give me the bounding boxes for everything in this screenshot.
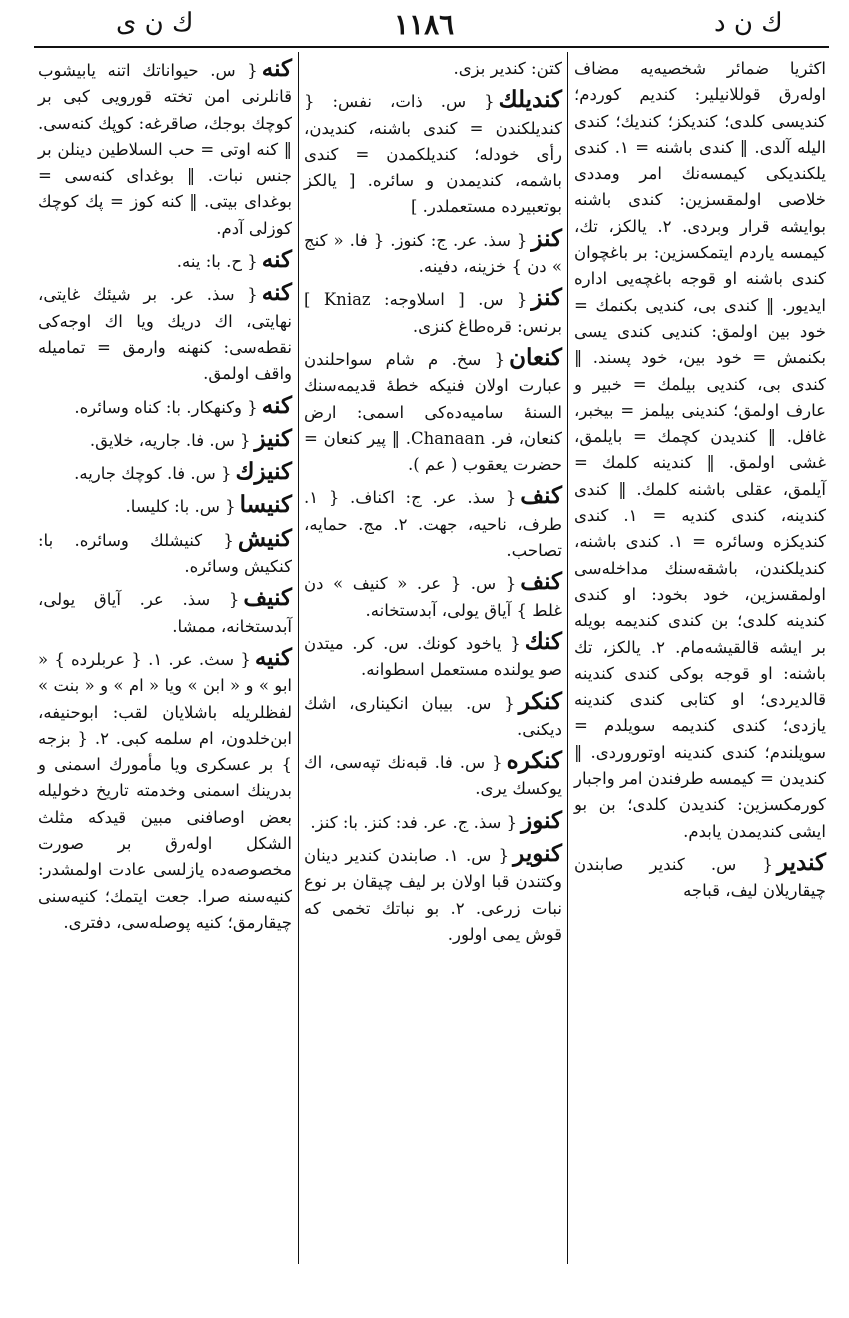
dictionary-entry [574, 850, 826, 905]
dictionary-entry [38, 247, 292, 275]
column-divider [567, 52, 568, 1264]
entry-definition: { س. با: كليسا. [125, 497, 236, 517]
entry-definition: { س. فا. جاريه، خلايق. [89, 430, 251, 450]
entry-headword: كنيف [243, 584, 292, 612]
entry-definition: كتن: كندير بزى. [453, 59, 562, 78]
entry-definition: { كنيشلك وسائره. با: كنكيش وسائره. [38, 530, 292, 577]
dictionary-entry [304, 56, 562, 82]
entry-headword: كنيزك [235, 458, 292, 486]
dictionary-entry [304, 569, 562, 624]
entry-definition: { ياخود كونك. س. كر. ميتدن صو يولنده مستعمل اسطوانه. [304, 633, 562, 680]
entry-definition: { س. بيبان انكينارى، اشك ديكنى. [304, 693, 562, 739]
dictionary-column-middle [304, 56, 562, 953]
entry-definition: { س. ذات، نفس: { كنديلكندن = كندى باشنه، كنديدن، رأى خودله؛ كنديلكمدن = كندى باشمه، كنديمدن و سائره. [ يالكز بوتعبيرده مستعملدر. ] [304, 92, 562, 217]
entry-definition: { وكنهكار. با: كناه وسائره. [74, 397, 258, 417]
dictionary-entry [304, 748, 562, 803]
entry-definition: { سذ. عر. ج: اكناف. { ۱. طرف، ناحيه، جهت. ۲. مج. حمايه، تصاحب. [304, 488, 563, 561]
dictionary-entry [38, 393, 292, 421]
entry-headword: كنوز [521, 806, 562, 834]
entry-headword: كنديلك [498, 86, 562, 114]
entry-definition: { سذ. عر. آياق يولى، آبدستخانه، ممشا. [38, 590, 292, 636]
entry-headword: كندير [776, 848, 826, 876]
entry-headword: كنه [261, 246, 292, 274]
dictionary-entry [38, 459, 292, 487]
dictionary-entry [38, 426, 292, 454]
entry-definition: { ح. با: ينه. [176, 252, 258, 272]
dictionary-entry [304, 689, 562, 744]
entry-definition: { س. فا. كوچك جاريه. [74, 464, 232, 484]
entry-headword: كنز [531, 284, 562, 312]
header-rule [34, 46, 829, 48]
entry-definition: { سخ. م شام سواحلندن عبارت اولان فنيكه خطهٔ قديمه‌سنك السنهٔ ساميه‌ده‌كى اسمى: ارض كنعان، فر. Chanaan. ‖ پير كنعان = حضرت يعقوب ( عم ). [304, 349, 562, 475]
dictionary-entry [304, 87, 562, 220]
entry-definition: { سث. عر. ۱. { عربلرده } « ابو » و « ابن » ويا « ام » و « بنت » لفظلريله باشلايان لقب: ابوحنيفه، ابن‌خلدون، ام سلمه كبى. ۲. { بزجه } بر عسكرى ويا مأمورك اسمنى و بدرينك اسمنى وخدمته تاريخ دخوليله بعض اوصافنى مبين قيدكه مثلث الشكل اولەرق بر صورت مخصوصه‌ده يازلسى عادت اولمشدر: كنيه‌سنه صرا. جعت ايتمك؛ كنيه‌سنى چيقارمق؛ كنيه پوصله‌سى، دفترى. [38, 649, 292, 932]
entry-headword: كنيه [254, 643, 292, 671]
dictionary-entry [304, 808, 562, 836]
header-right-letters: ك ن د [714, 8, 783, 38]
entry-headword: كنيش [237, 524, 292, 552]
dictionary-entry [304, 285, 562, 340]
entry-definition: { س. حيواناتك اتنه يابيشوب قانلرنى امن تخته قورويى كبى بر كوچك بوجك، صاقرغه: كوپك كنه‌سى. ‖ كنه اوتى = حب السلاطين دينلن بر جنس نبات. ‖ بوغداى كنه‌سى = بوغداى بيتى. ‖ كنه كوز = پك كوچك كوزلى آدم. [38, 61, 292, 238]
entry-headword: كنز [531, 224, 562, 252]
dictionary-entry [574, 56, 826, 845]
entry-headword: كنف [520, 482, 562, 510]
entry-definition: اكثريا ضمائر شخصيه‌يه مضاف اولەرق قوللانيلير: كنديم كوردم؛ كنديسى كلدى؛ كنديكز؛ كنديك؛ كندى اليله آلدى. ‖ كندى باشنه = ۱. كندى يلكنديكى كيمسه‌نك امر ومددى خلاصى اولمقسزين: كندى باشنه بوايشه قرار وبردى. ۲. يالكز، تك، كيمسه ياردم ايتمكسزين: بر باغچوان كندى باشنه او قوجه باغچه‌يى اداره ايديور. ‖ كندى بى، كنديى بكنمك = خود بين اولمق: كنديى كندى يسى بكنمش = خود بين، خود پسند. ‖ كندى بى، كنديى بيلمك = خبير و عارف اولمق؛ كندينى بيلمز = بيخبر، غافل. ‖ كنديدن كچمك = بايلمق، غشى اولمق. ‖ كندينه كلمك = آيلمق، عقلى باشنه كلمك. ‖ كندى كندينه، كندى كنديه = ۱. كندى كنديكزه وسائره = ۱. كندى باشنه، كنديلكندن، باشقه‌سنك مداخله‌سى اولمقسزين، خود بخود: او كندى كندينه كلدى؛ بن كندى كنديمه بويله بر ايشه قالقيشه‌مام. ۲. يالكز، تك باشنه: او قوجه بوكى كندى كندينه قالديردى؛ او كتابى كندى كندينه يازدى؛ كندى كنديمه سويلدم = سويلندم؛ كندى كندينه اوتوروردى. ‖ كنديدن = كيمسه طرفندن امر واجبار كورمكسزين: كنديدن كلدى؛ بن بو ايشى كنديمدن يابدم. [574, 59, 827, 841]
entry-headword: كنه [261, 391, 292, 419]
dictionary-entry [38, 645, 292, 936]
entry-headword: كنه [261, 55, 292, 82]
dictionary-column-right [574, 56, 826, 910]
entry-headword: كنه [261, 279, 292, 307]
dictionary-entry [304, 483, 562, 564]
dictionary-entry [304, 629, 562, 684]
entry-headword: كنعان [509, 343, 562, 371]
entry-headword: كنيز [254, 424, 292, 452]
entry-definition: { سذ. عر. ج: كنوز. { فا. « كنج » دن } خزينه، دفينه. [304, 230, 562, 277]
entry-definition: { س. كندير صابندن چيقاريلان ليف، قباجه [574, 854, 826, 901]
entry-headword: كنكر [518, 687, 562, 715]
entry-definition: { سذ. ج. عر. فد: كنز. با: كنز. [310, 812, 518, 832]
dictionary-entry [38, 526, 292, 581]
entry-headword: كنيسا [239, 491, 292, 519]
entry-headword: كنف [520, 568, 562, 596]
entry-definition: { س. فا. قبه‌نك تپه‌سى، اك يوكسك يرى. [304, 753, 562, 799]
dictionary-column-left [38, 56, 292, 941]
entry-definition: { س. ۱. صابندن كندير دينان وكتندن قبا اولان بر ليف چيقان بر نوع نبات زرعى. ۲. بو نباتك تخمى كه قوش يمى اولور. [304, 846, 562, 944]
entry-headword: كنك [524, 627, 562, 655]
dictionary-entry [38, 492, 292, 520]
dictionary-entry [38, 585, 292, 640]
dictionary-entry [304, 345, 562, 478]
page-number: ۱۱۸٦ [394, 8, 455, 41]
dictionary-entry [38, 280, 292, 387]
entry-definition: { سذ. عر. بر شيئك غايتى، نهايتى، اك دريك ويا اك اوجه‌كى نقطه‌سى: كنهنه وارمق = تماميله واقف اولمق. [38, 285, 292, 384]
page-header [24, 8, 829, 42]
dictionary-entry [304, 841, 562, 948]
entry-definition: { س. { عر. « كنيف » دن غلط } آياق يولى، آبدستخانه. [304, 574, 562, 620]
entry-definition: { س. [ اسلاوجه: Kniaz ] برنس: قره‌طاغ كنزى. [304, 290, 562, 336]
dictionary-entry [304, 226, 562, 281]
header-left-letters: ك ن ى [116, 8, 194, 38]
dictionary-entry [38, 56, 292, 242]
entry-headword: كنكره [506, 747, 562, 775]
entry-headword: كنوير [513, 840, 563, 868]
column-divider [298, 52, 299, 1264]
